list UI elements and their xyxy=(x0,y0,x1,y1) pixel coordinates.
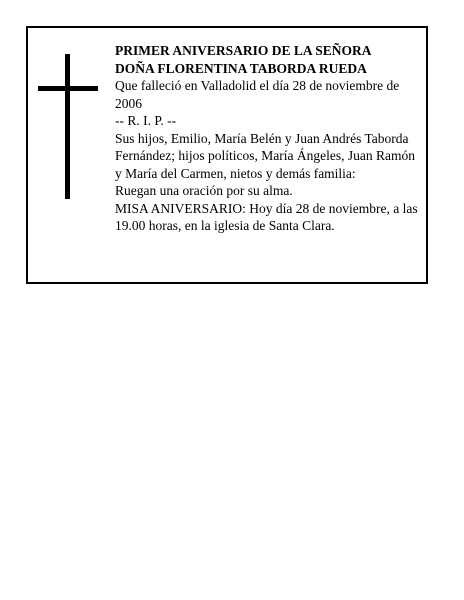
notice-heading-line1: PRIMER ANIVERSARIO DE LA SEÑORA xyxy=(115,43,372,58)
family-list: Sus hijos, Emilio, María Belén y Juan Andrés Taborda Fernández; hijos políticos, María Ángeles, Juan Ramón y María del Carmen, nietos y demás familia: xyxy=(115,130,415,181)
obituary-notice xyxy=(26,26,428,284)
prayer-request: Ruegan una oración por su alma. xyxy=(115,183,293,198)
notice-heading-line2: DOÑA FLORENTINA TABORDA RUEDA xyxy=(115,60,367,76)
death-statement: Que falleció en Valladolid el día 28 de noviembre de 2006 xyxy=(115,78,400,111)
notice-text xyxy=(115,42,421,235)
rip-line: -- R. I. P. -- xyxy=(115,113,177,128)
cross-horizontal-bar xyxy=(38,86,98,91)
mass-announcement: MISA ANIVERSARIO: Hoy día 28 de noviembre, a las 19.00 horas, en la iglesia de Santa Clara. xyxy=(115,200,418,233)
cross-vertical-bar xyxy=(65,54,70,199)
latin-cross-icon xyxy=(38,54,98,199)
